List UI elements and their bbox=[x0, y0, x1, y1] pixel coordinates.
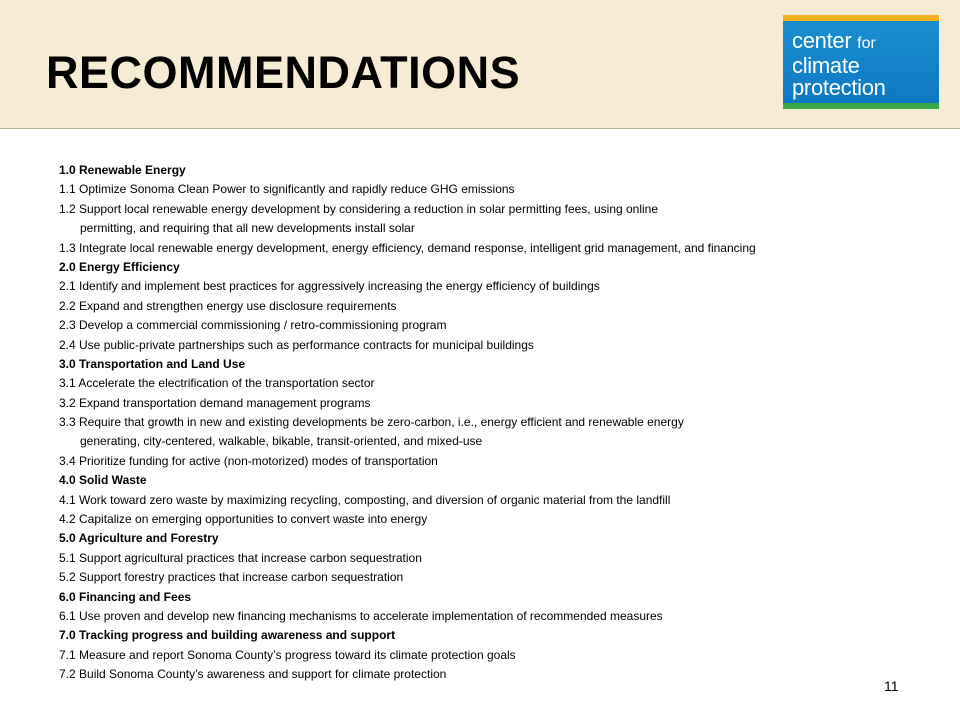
list-item: 4.1 Work toward zero waste by maximizing recycling, composting, and diversion of organic material from the landfill bbox=[59, 492, 671, 507]
page-title: RECOMMENDATIONS bbox=[46, 47, 521, 98]
section-heading: 7.0 Tracking progress and building awareness and support bbox=[59, 628, 396, 643]
list-item: 4.2 Capitalize on emerging opportunities to convert waste into energy bbox=[59, 512, 428, 527]
section-heading: 3.0 Transportation and Land Use bbox=[59, 356, 246, 371]
logo-line-2: climate bbox=[792, 53, 860, 78]
logo-line-1 bbox=[792, 30, 939, 55]
section-heading: 6.0 Financing and Fees bbox=[59, 589, 192, 604]
center-for-climate-protection-logo bbox=[783, 15, 939, 109]
list-item: 3.4 Prioritize funding for active (non-motorized) modes of transportation bbox=[59, 453, 438, 468]
list-item: 7.2 Build Sonoma County’s awareness and support for climate protection bbox=[59, 667, 447, 682]
recommendations-list bbox=[59, 161, 919, 685]
list-item: 5.2 Support forestry practices that increase carbon sequestration bbox=[59, 570, 404, 585]
list-item: 2.3 Develop a commercial commissioning / retro-commissioning program bbox=[59, 318, 447, 333]
section-heading: 4.0 Solid Waste bbox=[59, 473, 147, 488]
list-item: 3.2 Expand transportation demand management programs bbox=[59, 395, 371, 410]
list-item: 1.3 Integrate local renewable energy development, energy efficiency, demand response, intelligent grid management, and financing bbox=[59, 240, 756, 255]
list-item-continuation: generating, city-centered, walkable, bikable, transit-oriented, and mixed-use bbox=[80, 434, 483, 449]
logo-word-for: for bbox=[857, 35, 876, 52]
list-item: 1.2 Support local renewable energy development by considering a reduction in solar permitting fees, using online bbox=[59, 201, 659, 216]
list-item: 2.4 Use public-private partnerships such as performance contracts for municipal buildings bbox=[59, 337, 534, 352]
list-item-continuation: permitting, and requiring that all new developments install solar bbox=[80, 221, 415, 236]
section-heading: 1.0 Renewable Energy bbox=[59, 163, 186, 177]
list-item: 6.1 Use proven and develop new financing mechanisms to accelerate implementation of recommended measures bbox=[59, 608, 663, 623]
section-heading: 5.0 Agriculture and Forestry bbox=[59, 531, 219, 546]
section-heading: 2.0 Energy Efficiency bbox=[59, 259, 180, 274]
list-item: 2.2 Expand and strengthen energy use disclosure requirements bbox=[59, 298, 397, 313]
list-item: 2.1 Identify and implement best practices for aggressively increasing the energy efficiency of buildings bbox=[59, 279, 600, 294]
list-item: 3.3 Require that growth in new and existing developments be zero-carbon, i.e., energy efficient and renewable energy bbox=[59, 415, 684, 430]
logo-word-center: center bbox=[792, 28, 852, 53]
list-item: 1.1 Optimize Sonoma Clean Power to significantly and rapidly reduce GHG emissions bbox=[59, 182, 515, 197]
list-item: 5.1 Support agricultural practices that increase carbon sequestration bbox=[59, 550, 422, 565]
list-item: 7.1 Measure and report Sonoma County’s progress toward its climate protection goals bbox=[59, 647, 516, 662]
logo-line-3: protection bbox=[792, 75, 886, 100]
page-number: 11 bbox=[884, 678, 899, 694]
list-item: 3.1 Accelerate the electrification of the transportation sector bbox=[59, 376, 375, 391]
header-band bbox=[0, 0, 960, 129]
